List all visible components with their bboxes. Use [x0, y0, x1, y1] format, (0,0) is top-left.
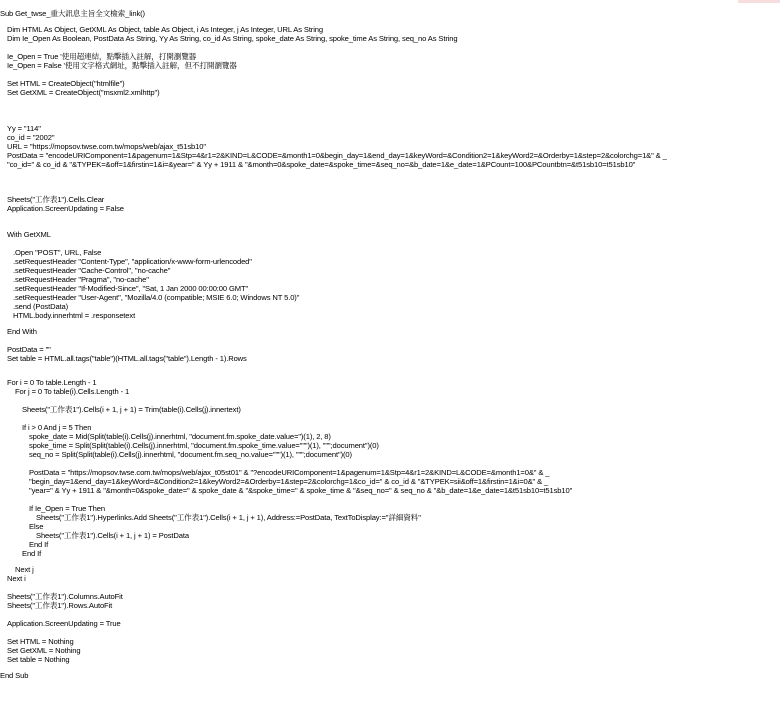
code-line: For i = 0 To table.Length - 1 — [7, 378, 97, 387]
code-line: Dim Ie_Open As Boolean, PostData As String, Yy As String, co_id As String, spoke_date As String, spoke_time As String, seq_no As String — [7, 34, 458, 43]
code-line: If i > 0 And j = 5 Then — [22, 423, 92, 432]
code-line: Dim HTML As Object, GetXML As Object, table As Object, i As Integer, j As Integer, URL As String — [7, 25, 323, 34]
code-line: Ie_Open = False '使用文字格式網址，點擊插入註解，但不打開瀏覽器 — [7, 61, 237, 70]
code-line: PostData = "" — [7, 345, 51, 354]
code-line: .setRequestHeader "Pragma", "no-cache" — [13, 275, 149, 284]
code-line: If Ie_Open = True Then — [29, 504, 105, 513]
code-line: End If — [22, 549, 42, 558]
code-line: Application.ScreenUpdating = False — [7, 204, 124, 213]
code-line: Ie_Open = True '使用超連結，點擊插入註解，打開瀏覽器 — [7, 52, 197, 61]
code-line: .Open "POST", URL, False — [13, 248, 102, 257]
code-line: Sheets("工作表1").Cells.Clear — [7, 195, 105, 204]
code-line: Else — [29, 522, 44, 531]
code-line: Sheets("工作表1").Cells(i + 1, j + 1) = PostData — [36, 531, 189, 540]
corner-highlight — [738, 0, 780, 3]
code-line: For j = 0 To table(i).Cells.Length - 1 — [15, 387, 130, 396]
code-line: Set table = Nothing — [7, 655, 70, 664]
code-line: Next i — [7, 574, 26, 583]
code-line: Set GetXML = Nothing — [7, 646, 81, 655]
code-line: Sheets("工作表1").Hyperlinks.Add Sheets("工作表1").Cells(i + 1, j + 1), Address:=PostData, TextToDisplay:="詳細資料" — [36, 513, 421, 522]
code-line: "year=" & Yy + 1911 & "&month=0&spoke_date=" & spoke_date & "&spoke_time=" & spoke_time & "&seq_no=" & seq_no & "&b_date=1&e_date=1&t51sb10=t51sb10" — [29, 486, 573, 495]
code-line: Sheets("工作表1").Cells(i + 1, j + 1) = Trim(table(i).Cells(j).innertext) — [22, 405, 241, 414]
code-line: .setRequestHeader "If-Modified-Since", "Sat, 1 Jan 2000 00:00:00 GMT" — [13, 284, 249, 293]
code-line: .setRequestHeader "Cache-Control", "no-cache" — [13, 266, 171, 275]
code-line: Set HTML = CreateObject("htmlfile") — [7, 79, 125, 88]
code-line: spoke_time = Split(Split(table(i).Cells(j).innerhtml, "document.fm.spoke_time.value=""")(1), """;document")(0) — [29, 441, 379, 450]
code-line: PostData = "encodeURIComponent=1&pagenum=1&Stp=4&r1=2&KIND=L&CODE=&month1=0&begin_day=1&end_day=1&keyWord=&Condition2=1&keyWord2=&Orderby=1&step=2&colorchg=1&" & _ — [7, 151, 667, 160]
code-line: seq_no = Split(Split(table(i).Cells(j).innerhtml, "document.fm.seq_no.value=""")(1), """;document")(0) — [29, 450, 352, 459]
code-line: .send (PostData) — [13, 302, 69, 311]
code-line: spoke_date = Mid(Split(table(i).Cells(j).innerhtml, "document.fm.spoke_date.value=")(1), 2, 8) — [29, 432, 331, 441]
code-line: End With — [7, 327, 37, 336]
code-line: .setRequestHeader "User-Agent", "Mozilla/4.0 (compatible; MSIE 6.0; Windows NT 5.0)" — [13, 293, 300, 302]
code-line: Set HTML = Nothing — [7, 637, 74, 646]
code-line: "co_id=" & co_id & "&TYPEK=&off=1&firstin=1&i=&year=" & Yy + 1911 & "&month=0&spoke_date=&spoke_time=&seq_no=&b_date=1&e_date=1&PCount=100&PCountbtn=&t51sb10=t51sb10" — [7, 160, 636, 169]
code-line: "begin_day=1&end_day=1&keyWord=&Condition2=1&keyWord2=&Orderby=1&step=2&colorchg=1&co_id=" & co_id & "&TYPEK=sii&off=1&firstin=1&i=0&" & _ — [29, 477, 549, 486]
code-line: Sheets("工作表1").Columns.AutoFit — [7, 592, 123, 601]
code-line: Sheets("工作表1").Rows.AutoFit — [7, 601, 113, 610]
code-line: Next j — [15, 565, 34, 574]
code-line: .setRequestHeader "Content-Type", "application/x-www-form-urlencoded" — [13, 257, 252, 266]
code-line: Set table = HTML.all.tags("table")(HTML.all.tags("table").Length - 1).Rows — [7, 354, 247, 363]
code-line: PostData = "https://mopsov.twse.com.tw/mops/web/ajax_t05st01" & "?encodeURIComponent=1&pagenum=1&Stp=4&r1=2&KIND=L&CODE=&month1=0&" & _ — [29, 468, 550, 477]
code-line: HTML.body.innerhtml = .responsetext — [13, 311, 136, 320]
code-line: With GetXML — [7, 230, 51, 239]
code-line: Application.ScreenUpdating = True — [7, 619, 121, 628]
code-line: End If — [29, 540, 49, 549]
code-line: co_id = "2002" — [7, 133, 55, 142]
code-line: Sub Get_twse_重大訊息主旨全文檢索_link() — [0, 9, 145, 18]
code-line: Set GetXML = CreateObject("msxml2.xmlhttp") — [7, 88, 160, 97]
code-line: URL = "https://mopsov.twse.com.tw/mops/web/ajax_t51sb10" — [7, 142, 206, 151]
code-line: Yy = "114" — [7, 124, 41, 133]
code-line: End Sub — [0, 671, 29, 680]
